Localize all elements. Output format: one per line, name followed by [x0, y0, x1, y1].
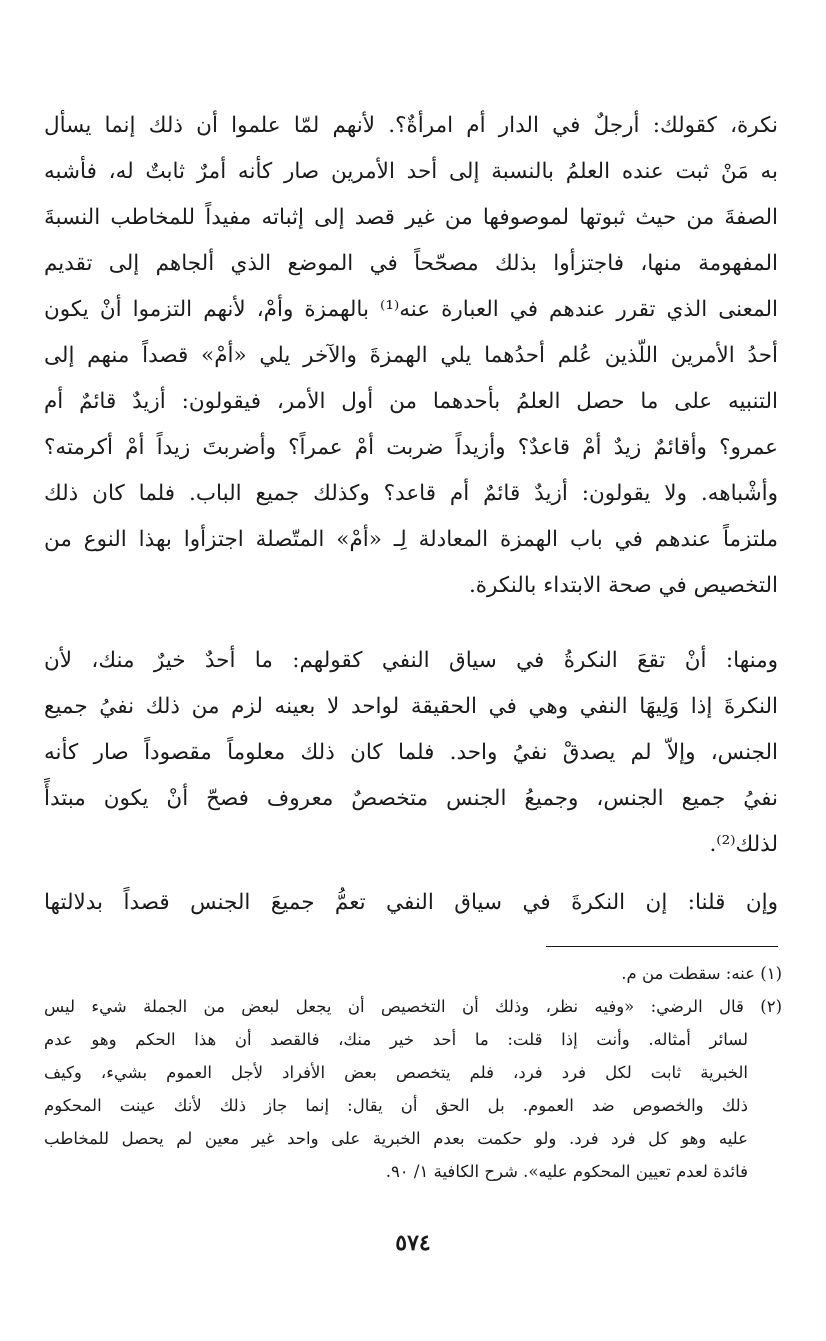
footnotes [44, 957, 782, 1188]
text-line: التخصيص في صحة الابتداء بالنكرة. [468, 573, 778, 598]
footnote-2-continuation: عليه وهو كل فرد فرد. ولو حكمت بعدم الخبرية على واحد غير معين لم يحصل للمخاطب [44, 1129, 748, 1148]
footnote-1: (١) عنه: سقطت من م. [621, 964, 782, 983]
text-line: المفهومة منها، فاجتزأوا بذلك مصحّحاً في الموضع الذي ألجاهم إلى تقديم [44, 251, 778, 276]
page-number: ٥٧٤ [395, 1230, 431, 1256]
footnote-2-continuation: فائدة لعدم تعيين المحكوم عليه». شرح الكافية ١/ ٩٠. [385, 1162, 748, 1181]
text-line: النكرةَ إذا وَلِيهَا النفي وهي في الحقيقة لواحد لا بعينه لزم من ذلك نفيُ جميع [44, 694, 778, 719]
footnote-2-continuation: الخبرية ثابت لكل فرد فرد، فلم يتخصص بعض الأفراد لأجل العموم بشيء، وكيف [44, 1063, 748, 1082]
paragraph-1 [44, 103, 778, 609]
text-line: أحدُ الأمرين اللّذين عُلم أحدُهما يلي الهمزةَ والآخر يلي «أمْ» قصداً منهم إلى [44, 343, 778, 368]
footnote-2-continuation: ذلك والخصوص ضد العموم. بل الحق أن يقال: إنما جاز ذلك لأنك عينت المحكوم [44, 1096, 748, 1115]
text-line: وأشْباهه. ولا يقولون: أزيدٌ قائمٌ أم قاعد؟ وكذلك جميع الباب. فلما كان ذلك [44, 481, 778, 506]
text-line: التنبيه على ما حصل العلمُ بأحدهما من أول الأمر، فيقولون: أزيدٌ قائمٌ أم [44, 389, 778, 414]
footnote-separator [546, 946, 778, 947]
text-line: به مَنْ ثبت عنده العلمُ بالنسبة إلى أحد الأمرين صار كأنه أمرٌ ثابتٌ له، فأشبه [44, 159, 778, 184]
text-line: لذلك⁽²⁾. [709, 832, 778, 857]
text-line: المعنى الذي تقرر عندهم في العبارة عنه⁽¹⁾ بالهمزة وأمْ، لأنهم التزموا أنْ يكون [44, 297, 778, 322]
text-line: الجنس، وإلاّ لم يصدقْ نفيُ واحد. فلما كان ذلك معلوماً مقصوداً صار كأنه [44, 740, 778, 765]
paragraph-2 [44, 638, 778, 868]
text-line: الصفةَ من حيث ثبوتها لموصوفها من غير قصد إلى إثباته مفيداً للمخاطب النسبةَ [44, 205, 778, 230]
text-line: نفيُ جميع الجنس، وجميعُ الجنس متخصصٌ معروف فصحّ أنْ يكون مبتدأً [44, 786, 778, 811]
footnote-2: (٢) قال الرضي: «وفيه نظر، وذلك أن التخصيص أن يجعل لبعض من الجملة شيء ليس [44, 997, 782, 1016]
text-line: نكرة، كقولك: أرجلٌ في الدار أم امرأةٌ؟. لأنهم لمّا علموا أن ذلك إنما يسأل [44, 113, 778, 138]
paragraph-3 [44, 880, 778, 926]
text-line: ملتزماً عندهم في باب الهمزة المعادلة لِـ «أمْ» المتّصلة اجتزأوا بهذا النوع من [44, 527, 778, 552]
text-line: عمرو؟ وأقائمٌ زيدٌ أمْ قاعدٌ؟ وأزيداً ضربت أمْ عمراً؟ وأضربتَ زيداً أمْ أكرمته؟ [44, 435, 778, 460]
text-line: وإن قلنا: إن النكرةَ في سياق النفي تعمُّ جميعَ الجنس قصداً بدلالتها [44, 890, 778, 915]
text-line: ومنها: أنْ تقعَ النكرةُ في سياق النفي كقولهم: ما أحدٌ خيرٌ منك، لأن [44, 648, 778, 673]
footnote-2-continuation: لسائر أمثاله. وأنت إذا قلت: ما أحد خير منك، فالقصد أن هذا الحكم وهو عدم [44, 1030, 748, 1049]
